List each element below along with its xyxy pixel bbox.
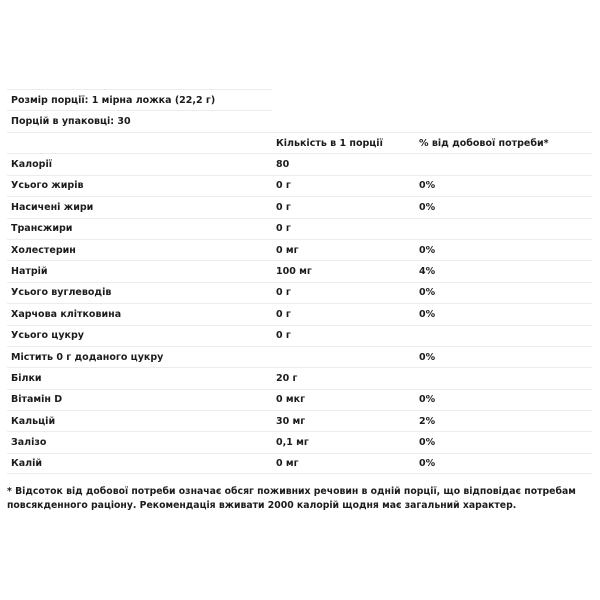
table-header [7,132,592,153]
nutrient-daily-value: 0% [419,394,436,406]
nutrient-name: Містить 0 г доданого цукру [11,351,164,363]
nutrient-name: Калорії [11,159,52,171]
nutrient-name: Калій [11,458,43,470]
nutrient-name: Насичені жири [11,201,94,213]
table-row [7,260,592,281]
serving-size-row [7,89,272,110]
nutrient-daily-value: 0% [419,308,436,320]
nutrient-amount: 0 г [276,223,291,235]
nutrient-daily-value: 0% [419,201,436,213]
servings-per-container-row [7,110,272,131]
nutrient-name: Холестерин [11,244,76,256]
nutrient-amount: 20 г [276,372,298,384]
nutrient-amount: 30 мг [276,415,306,427]
nutrient-name: Вітамін D [11,394,63,406]
table-row [7,303,592,324]
nutrient-amount: 0 мг [276,244,299,256]
header-daily-value: % від добової потреби* [419,137,549,149]
serving-size-label: Розмір порції: 1 мірна ложка (22,2 г) [11,94,216,106]
table-row [7,410,592,431]
serving-info [7,89,272,132]
nutrient-amount: 0 г [276,287,291,299]
nutrient-name: Білки [11,372,42,384]
nutrient-name: Харчова клітковина [11,308,122,320]
nutrient-daily-value: 0% [419,287,436,299]
nutrient-daily-value: 4% [419,266,436,278]
footnote: * Відсоток від добової потреби означає обсяг поживних речовин в одній порції, що відповідає потребам повсякденного раціону. Рекомендація вживати 2000 калорій щодня має загальний характер. [7,486,576,511]
nutrient-name: Усього жирів [11,180,84,192]
nutrient-daily-value: 0% [419,458,436,470]
nutrient-name: Трансжири [11,223,73,235]
table-row [7,196,592,217]
table-row [7,175,592,196]
nutrient-amount: 0 г [276,180,291,192]
header-amount: Кількість в 1 порції [276,137,383,149]
table-row [7,389,592,410]
nutrient-amount: 0 мг [276,458,299,470]
nutrient-daily-value: 0% [419,244,436,256]
table-row [7,453,592,474]
table-row [7,367,592,388]
table-row [7,282,592,303]
table-row [7,325,592,346]
nutrient-daily-value: 0% [419,351,436,363]
nutrient-name: Усього цукру [11,330,84,342]
nutrient-amount: 80 [276,159,290,171]
nutrient-name: Кальцій [11,415,56,427]
table-row [7,153,592,174]
nutrient-amount: 0 мкг [276,394,306,406]
nutrient-daily-value: 0% [419,180,436,192]
nutrient-name: Залізо [11,437,47,449]
table-row [7,431,592,452]
table-row [7,218,592,239]
nutrient-amount: 100 мг [276,266,312,278]
nutrition-table [7,132,592,474]
nutrient-amount: 0 г [276,201,291,213]
table-row [7,346,592,367]
nutrient-daily-value: 2% [419,415,436,427]
nutrient-amount: 0 г [276,330,291,342]
nutrient-name: Усього вуглеводів [11,287,112,299]
nutrient-amount: 0 г [276,308,291,320]
table-row [7,239,592,260]
nutrient-daily-value: 0% [419,437,436,449]
servings-per-container-label: Порцій в упаковці: 30 [11,116,131,128]
nutrient-amount: 0,1 мг [276,437,309,449]
nutrient-name: Натрій [11,266,48,278]
